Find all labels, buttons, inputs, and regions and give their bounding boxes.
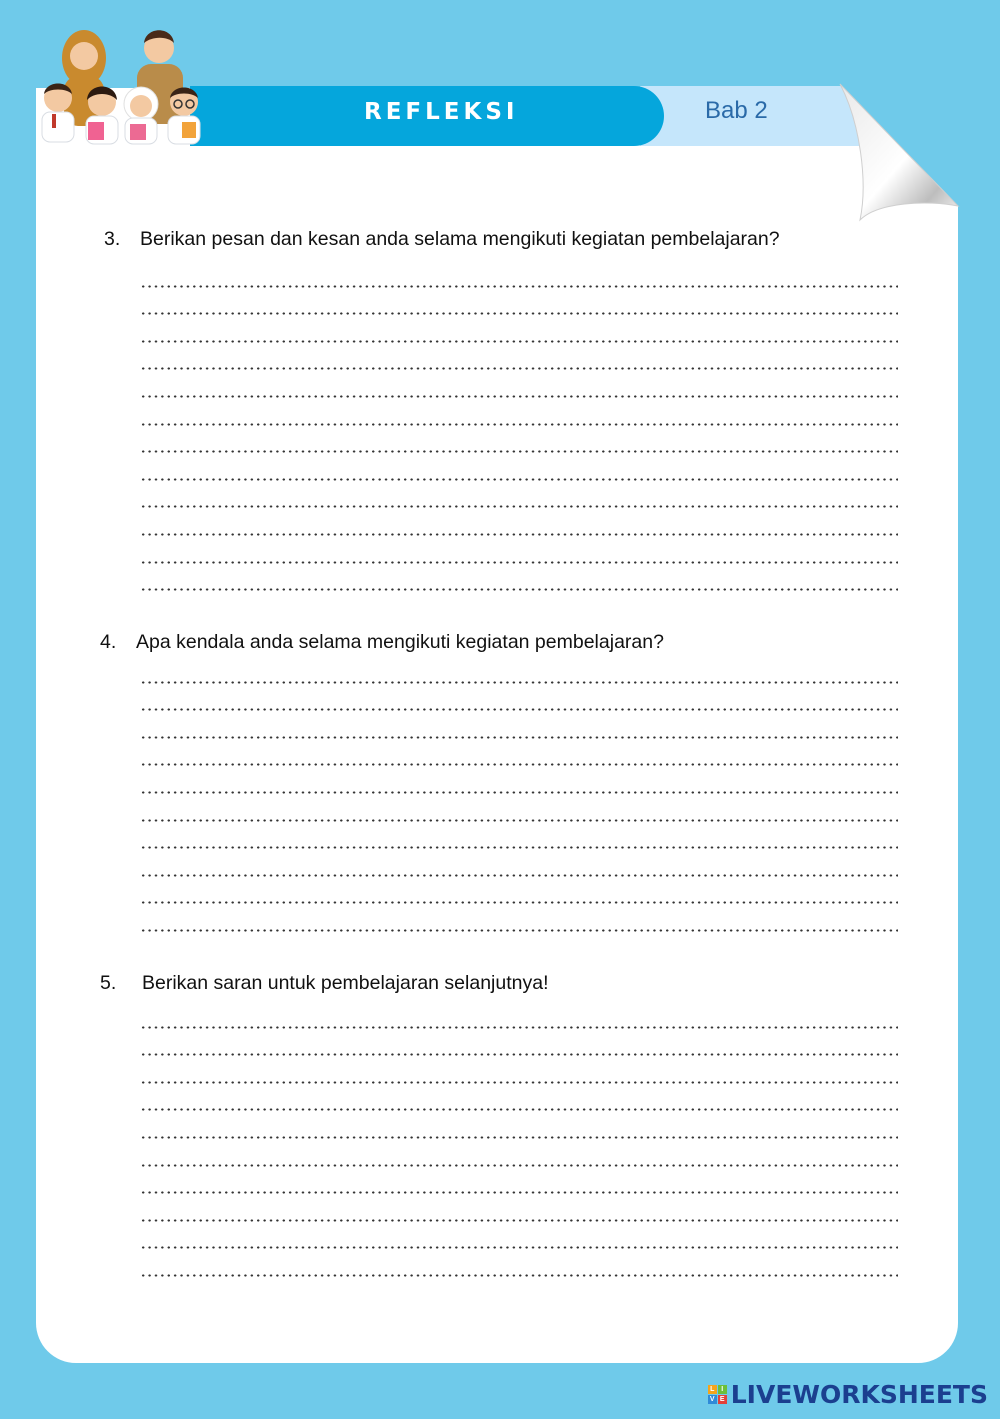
question-text: Berikan saran untuk pembelajaran selanjutnya! (142, 972, 549, 994)
question-number: 3. (104, 228, 121, 250)
question-number: 4. (100, 631, 117, 653)
chapter-label: Bab 2 (705, 97, 768, 124)
question-5 (100, 971, 900, 995)
family-illustration (22, 18, 227, 148)
answer-area-3[interactable] (140, 266, 898, 597)
page-curl-icon (838, 82, 962, 224)
answer-area-4[interactable] (140, 662, 898, 938)
liveworksheets-mark-icon: L I V E (708, 1385, 727, 1404)
answer-area-5[interactable] (140, 1007, 898, 1283)
brand-name: LIVEWORKSHEETS (730, 1379, 988, 1409)
question-3 (104, 227, 904, 251)
question-4 (100, 630, 900, 654)
question-text: Apa kendala anda selama mengikuti kegiatan pembelajaran? (136, 631, 664, 653)
page-title: REFLEKSI (364, 99, 519, 125)
liveworksheets-logo[interactable] (708, 1379, 988, 1409)
question-text: Berikan pesan dan kesan anda selama mengikuti kegiatan pembelajaran? (140, 228, 780, 250)
question-number: 5. (100, 972, 117, 994)
